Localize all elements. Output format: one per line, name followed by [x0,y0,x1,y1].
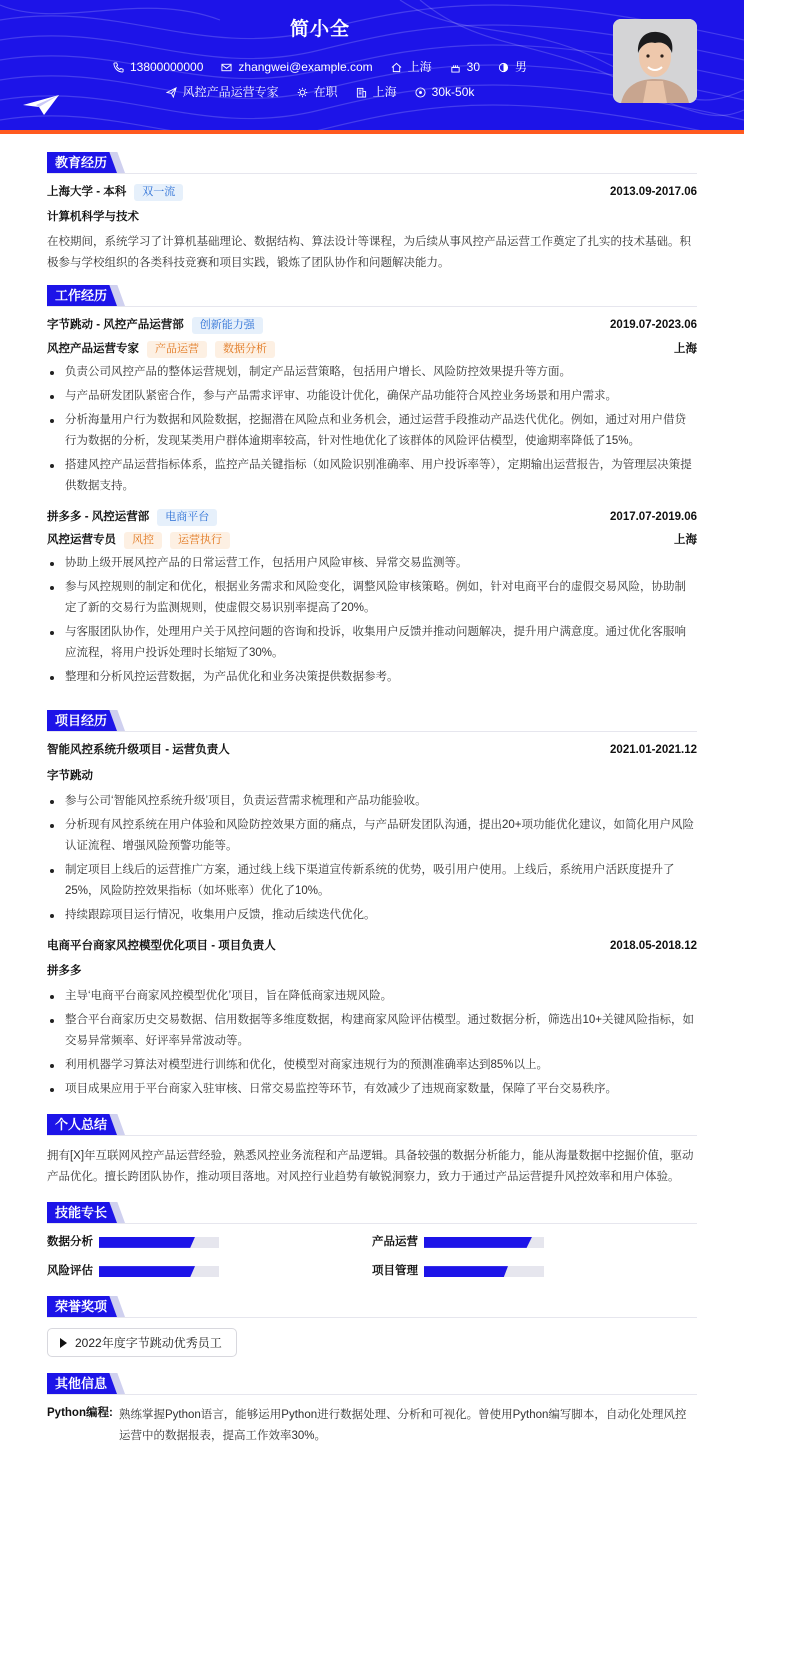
project-org: 字节跳动 [47,769,93,782]
project-org: 拼多多 [47,964,82,977]
home-icon [391,62,402,73]
work-city: 上海 [674,534,697,546]
company-tag: 创新能力强 [192,317,263,334]
project-title: 智能风控系统升级项目 - 运营负责人 [47,744,230,757]
project-period: 2018.05-2018.12 [610,939,697,952]
target-city-item [356,83,397,101]
phone-icon [113,62,124,73]
target-title-text: 风控产品运营专家 [182,85,279,99]
status-item [297,83,338,101]
education-section-header [47,152,697,174]
company-tag: 电商平台 [157,509,217,526]
other-info-item [47,1405,697,1447]
project-bullets [47,986,697,1100]
gender-text: 男 [515,60,528,74]
other-info-key: Python编程: [47,1407,113,1420]
mail-icon [221,62,232,73]
skills-grid [47,1234,697,1281]
awards-list [47,1328,697,1357]
project-bullets [47,791,697,926]
award-text: 2022年度字节跳动优秀员工 [75,1335,222,1350]
skill-bar [99,1237,219,1248]
work-city: 上海 [674,342,697,355]
education-entry [47,184,697,274]
list-item: 分析现有风控系统在用户体验和风险防控效果方面的痛点，与产品研发团队沟通，提出20+项功能优化建议，如简化用户风险认证流程、增强风险预警功能等。 [47,815,697,857]
work-section-header [47,285,697,307]
skills-section-header [47,1202,697,1224]
money-icon [415,87,426,98]
work-entry [47,509,697,689]
skill-bar [99,1266,219,1277]
skill-bar-fill [424,1266,508,1277]
job-role: 风控产品运营专家 [47,342,139,355]
skill-name: 风险评估 [47,1265,93,1277]
gender-icon [498,62,509,73]
company-name: 字节跳动 - 风控产品运营部 [47,319,184,332]
role-tag: 产品运营 [147,341,207,358]
skill-bar-fill [99,1237,195,1248]
company-name: 拼多多 - 风控运营部 [47,510,150,523]
contact-row [0,58,640,76]
award-badge[interactable] [47,1328,237,1357]
list-item: 整理和分析风控运营数据，为产品优化和业务决策提供数据参考。 [47,667,697,688]
list-item: 制定项目上线后的运营推广方案，通过线上线下渠道宣传新系统的优势，吸引用户使用。上线后，系统用户活跃度提升了25%，风险防控效果指标（如坏账率）优化了10%。 [47,860,697,902]
target-city-text: 上海 [372,85,397,99]
role-tag: 风控 [124,532,162,549]
list-item: 参与风控规则的制定和优化，根据业务需求和风险变化，调整风险审核策略。例如，针对电商平台的虚假交易风险，协助制定了新的交易行为监测规则，使虚假交易识别率提高了20%。 [47,577,697,619]
major: 计算机科学与技术 [47,211,139,224]
skill-item [372,1234,697,1251]
phone-text: 13800000000 [129,60,204,74]
role-tag: 数据分析 [215,341,275,358]
skill-item [47,1234,372,1251]
other-section-header [47,1373,697,1395]
caret-right-icon [60,1338,67,1348]
work-bullets [47,362,697,497]
age-text: 30 [466,60,481,74]
projects-section-header [47,710,697,732]
list-item: 负责公司风控产品的整体运营规划，制定产品运营策略，包括用户增长、风险防控效果提升等方面。 [47,362,697,383]
salary-item [415,83,475,101]
project-title: 电商平台商家风控模型优化项目 - 项目负责人 [47,939,276,952]
work-entry [47,317,697,497]
location-text: 上海 [407,60,432,74]
other-info-value: 熟练掌握Python语言，能够运用Python进行数据处理、分析和可视化。曾使用Python编写脚本，自动化处理风控运营中的数据报表，提高工作效率30%。 [119,1409,687,1443]
email-text: zhangwei@example.com [238,60,373,74]
school-name: 上海大学 - 本科 [47,186,127,198]
list-item: 协助上级开展风控产品的日常运营工作，包括用户风险审核、异常交易监测等。 [47,553,697,574]
job-intent-row [0,83,640,101]
section-title: 个人总结 [47,1114,117,1135]
skill-bar [424,1237,544,1248]
avatar [613,19,697,103]
skill-item [372,1263,697,1280]
section-title: 荣誉奖项 [47,1296,117,1317]
school-tag: 双一流 [134,184,183,201]
summary-text: 拥有[X]年互联网风控产品运营经验，熟悉风控业务流程和产品逻辑。具备较强的数据分析能力，能从海量数据中挖掘价值，驱动产品优化。擅长跨团队协作，推动项目落地。对风控行业趋势有敏锐洞察力，致力于通过产品运营提升风控效率和用户体验。 [47,1149,694,1183]
list-item: 持续跟踪项目运行情况，收集用户反馈，推动后续迭代优化。 [47,905,697,926]
project-period: 2021.01-2021.12 [610,744,697,757]
status-icon [297,87,308,98]
list-item: 与客服团队协作，处理用户关于风控问题的咨询和投诉，收集用户反馈并推动问题解决，提升用户满意度。通过优化客服响应流程，将用户投诉处理时长缩短了30%。 [47,622,697,664]
project-entry [47,938,697,1100]
list-item: 分析海量用户行为数据和风险数据，挖掘潜在风险点和业务机会，通过运营手段推动产品迭代优化。例如，通过对用户借贷行为数据的分析，发现某类用户群体逾期率较高，针对性地优化了该群体的风险评估模型，使逾期率降低了15%。 [47,410,697,452]
education-period: 2013.09-2017.06 [610,186,697,198]
salary-text: 30k-50k [431,85,475,99]
send-icon [166,87,177,98]
summary-section-header [47,1114,697,1136]
location-item [391,58,432,76]
list-item: 项目成果应用于平台商家入驻审核、日常交易监控等环节，有效减少了违规商家数量，保障了平台交易秩序。 [47,1079,697,1100]
section-title: 项目经历 [47,710,117,731]
age-icon [450,62,461,73]
skill-bar-fill [99,1266,195,1277]
skill-bar [424,1266,544,1277]
list-item: 搭建风控产品运营指标体系，监控产品关键指标（如风险识别准确率、用户投诉率等），定期输出运营报告，为管理层决策提供数据支持。 [47,455,697,497]
header-accent-stripe [0,130,744,134]
skill-name: 数据分析 [47,1235,93,1248]
section-title: 技能专长 [47,1202,117,1223]
email-item [221,58,372,76]
candidate-name: 简小全 [289,19,350,40]
age-item [450,58,480,76]
phone-item [113,58,203,76]
section-title: 教育经历 [47,152,117,173]
work-period: 2017.07-2019.06 [610,510,697,523]
education-description: 在校期间，系统学习了计算机基础理论、数据结构、算法设计等课程，为后续从事风控产品运营工作奠定了扎实的技术基础。积极参与学校组织的各类科技竞赛和项目实践，锻炼了团队协作和问题解决能力。 [47,236,691,270]
list-item: 利用机器学习算法对模型进行训练和优化，使模型对商家违规行为的预测准确率达到85%以上。 [47,1055,697,1076]
section-title: 工作经历 [47,285,117,306]
skill-name: 项目管理 [372,1265,418,1277]
building-icon [356,87,367,98]
resume-content [0,134,744,1447]
skill-bar-fill [424,1237,532,1248]
gender-item [498,58,527,76]
skill-name: 产品运营 [372,1235,418,1248]
awards-section-header [47,1296,697,1318]
skill-item [47,1263,372,1280]
section-title: 其他信息 [47,1373,117,1394]
list-item: 整合平台商家历史交易数据、信用数据等多维度数据，构建商家风险评估模型。通过数据分析，筛选出10+关键风险指标，如交易异常频率、好评率异常波动等。 [47,1010,697,1052]
target-title-item [166,83,279,101]
list-item: 参与公司‘智能风控系统升级’项目，负责运营需求梳理和产品功能验收。 [47,791,697,812]
list-item: 与产品研发团队紧密合作，参与产品需求评审、功能设计优化，确保产品功能符合风控业务场景和用户需求。 [47,386,697,407]
work-bullets [47,553,697,688]
paper-plane-icon [22,94,60,116]
job-role: 风控运营专员 [47,534,116,546]
resume-header [0,0,744,134]
list-item: 主导‘电商平台商家风控模型优化’项目，旨在降低商家违规风险。 [47,986,697,1007]
role-tag: 运营执行 [170,532,230,549]
project-entry [47,742,697,925]
work-period: 2019.07-2023.06 [610,319,697,332]
status-text: 在职 [313,85,338,99]
